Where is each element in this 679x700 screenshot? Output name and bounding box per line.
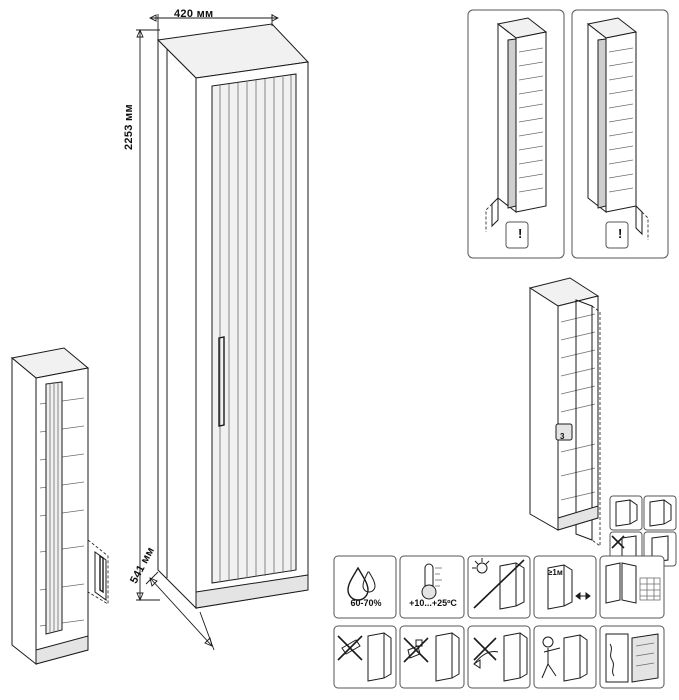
pictogram-temperature xyxy=(400,556,464,618)
pictogram-grid xyxy=(334,556,664,688)
pictogram-min-distance xyxy=(534,556,596,618)
warning-exclamation-icon: ! xyxy=(518,226,523,241)
door-orientation-option-right xyxy=(572,10,668,258)
dimension-depth-label: 541 мм xyxy=(128,545,158,586)
shelf-count-badge: 3 xyxy=(560,432,565,441)
pictogram-no-sunlight xyxy=(468,556,530,618)
humidity-caption: 60-70% xyxy=(350,598,382,608)
main-cabinet-isometric xyxy=(158,24,308,608)
temperature-caption: +10...+25ºC xyxy=(409,598,457,608)
pictogram-assembly-layout xyxy=(600,556,664,618)
warning-exclamation-icon: ! xyxy=(618,226,623,241)
door-orientation-option-left xyxy=(468,10,564,258)
pictogram-no-wet-cleaning xyxy=(334,626,396,688)
dimension-width-label: 420 мм xyxy=(174,8,214,20)
dimension-height-label: 2253 мм xyxy=(123,104,135,150)
min-distance-caption: ≥1м xyxy=(548,568,563,577)
pictogram-humidity xyxy=(334,556,396,618)
cabinet-interior-shelves xyxy=(530,278,600,546)
pictogram-two-person-lift xyxy=(534,626,596,688)
pictogram-keep-away-heat xyxy=(600,626,664,688)
pictogram-no-spray xyxy=(400,626,464,688)
small-cabinet-open-left xyxy=(12,348,108,664)
pictogram-no-impact xyxy=(468,626,530,688)
